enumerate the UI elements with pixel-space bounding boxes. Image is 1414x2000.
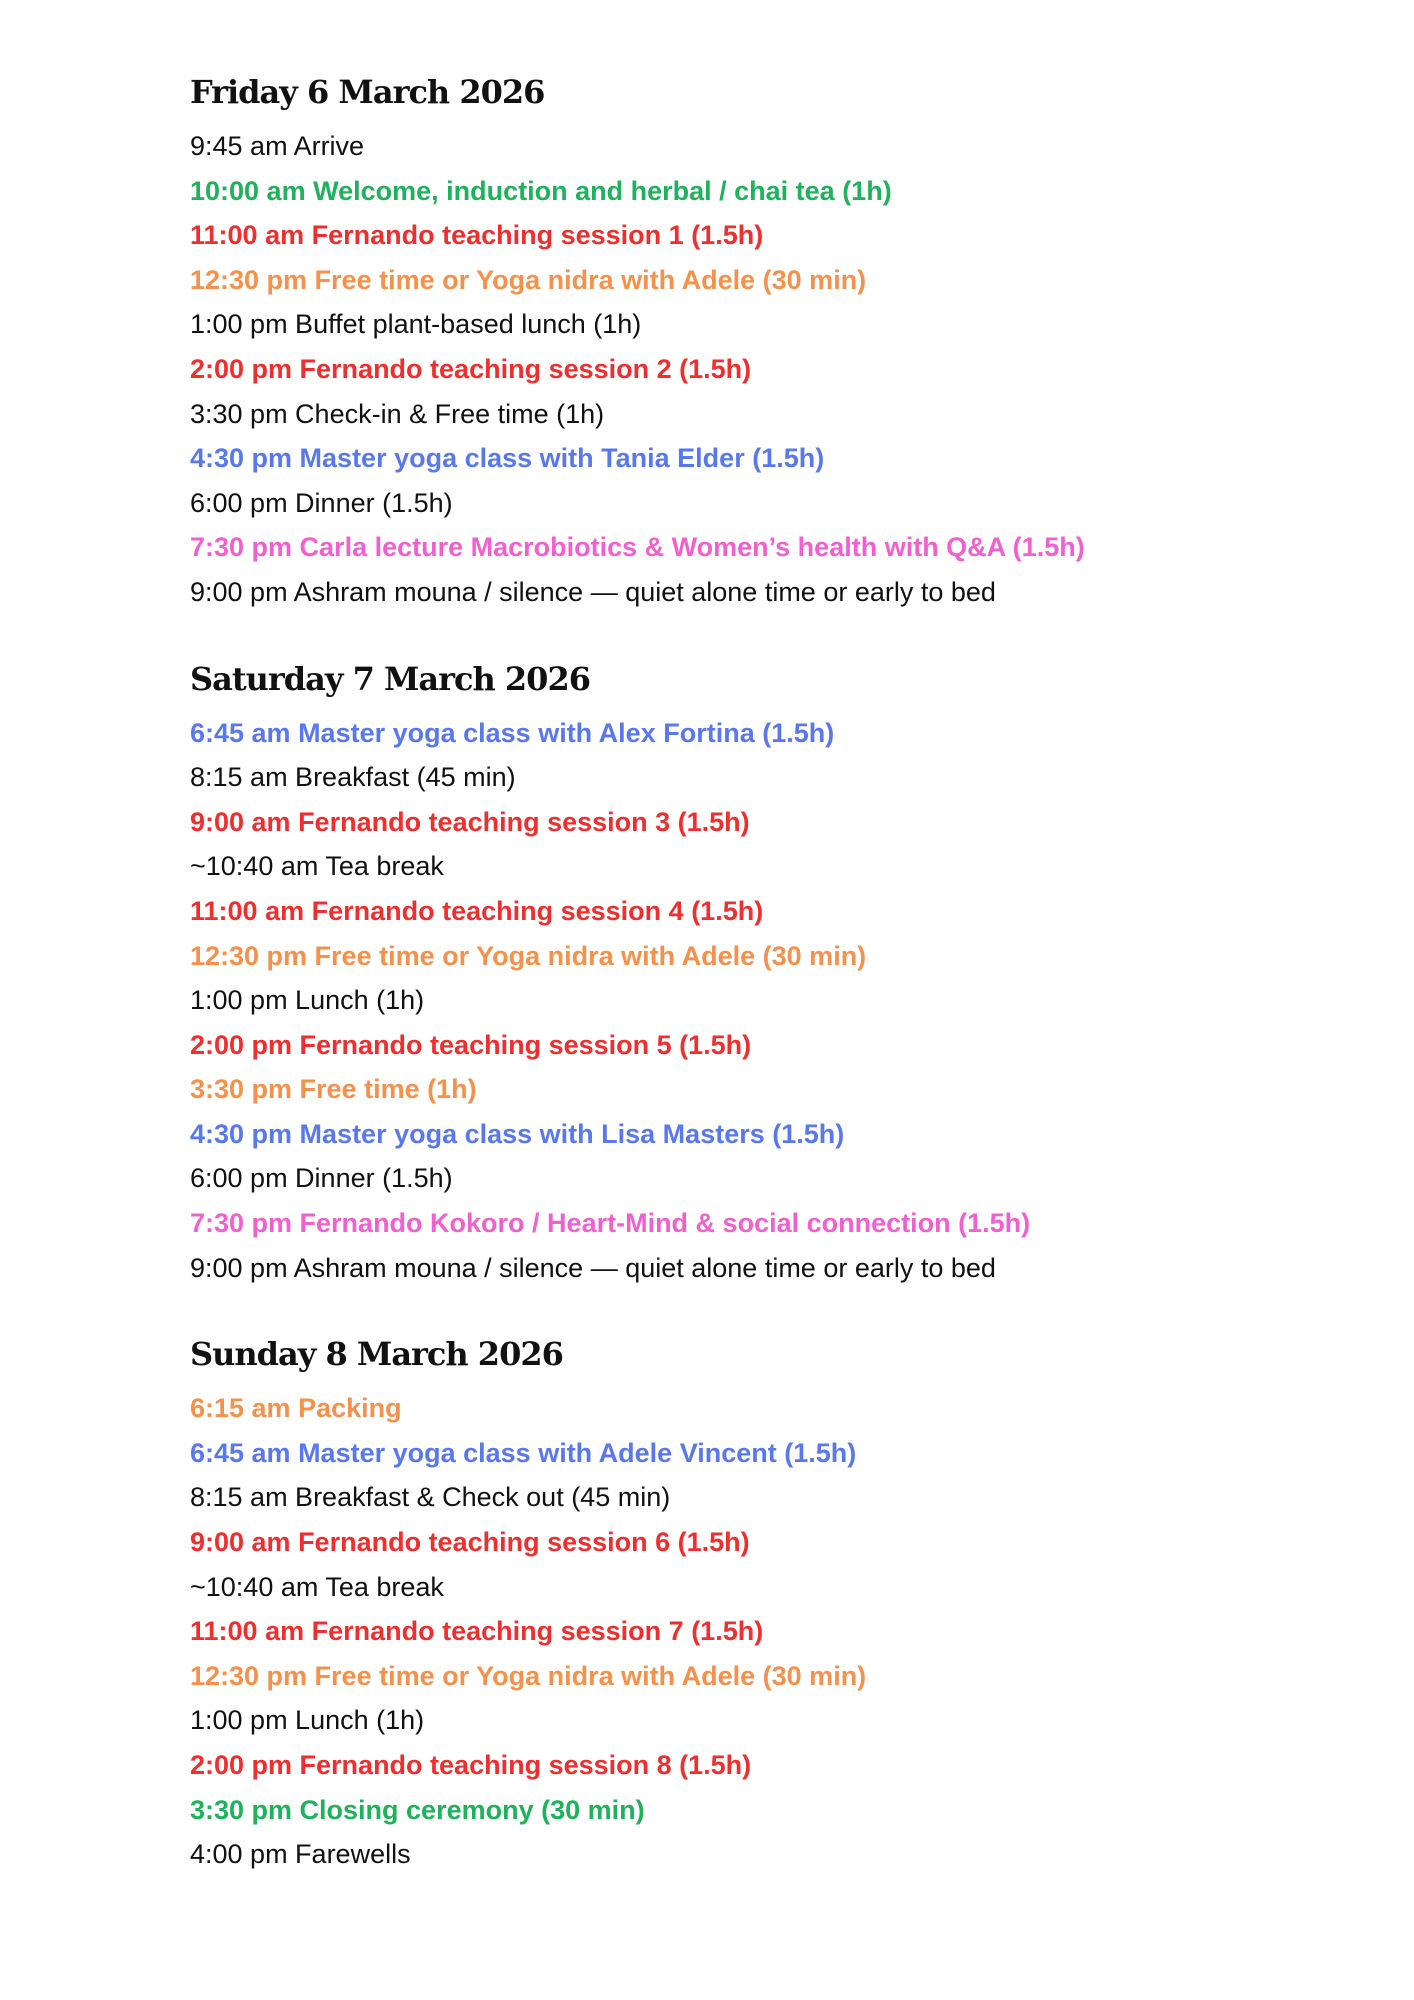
schedule-item: 1:00 pm Buffet plant-based lunch (1h): [190, 309, 642, 340]
schedule-item: 2:00 pm Fernando teaching session 5 (1.5h): [190, 1029, 752, 1060]
schedule-item: 1:00 pm Lunch (1h): [190, 985, 425, 1016]
schedule-item: 4:30 pm Master yoga class with Tania Elder (1.5h): [190, 443, 825, 474]
day-sunday: [190, 1330, 1250, 1877]
schedule-item: 11:00 am Fernando teaching session 7 (1.5h): [190, 1616, 764, 1647]
schedule-item: 6:45 am Master yoga class with Alex Fortina (1.5h): [190, 717, 835, 748]
schedule-item: 8:15 am Breakfast (45 min): [190, 762, 516, 793]
schedule-item: 3:30 pm Free time (1h): [190, 1074, 477, 1105]
schedule-item: 12:30 pm Free time or Yoga nidra with Adele (30 min): [190, 264, 867, 295]
schedule-item: 6:00 pm Dinner (1.5h): [190, 1163, 453, 1194]
schedule-item: 9:00 am Fernando teaching session 3 (1.5h): [190, 806, 750, 837]
schedule-item: 3:30 pm Closing ceremony (30 min): [190, 1794, 645, 1825]
day-saturday: [190, 655, 1250, 1291]
schedule-item: 3:30 pm Check-in & Free time (1h): [190, 398, 605, 429]
schedule-item: 9:00 pm Ashram mouna / silence — quiet alone time or early to bed: [190, 1252, 996, 1283]
schedule-document: [190, 68, 1250, 1917]
schedule-item: 6:45 am Master yoga class with Adele Vincent (1.5h): [190, 1437, 857, 1468]
schedule-item: 6:00 pm Dinner (1.5h): [190, 487, 453, 518]
day-friday: [190, 68, 1250, 615]
schedule-item: 10:00 am Welcome, induction and herbal / chai tea (1h): [190, 175, 892, 206]
schedule-item: 2:00 pm Fernando teaching session 2 (1.5h): [190, 353, 752, 384]
schedule-item: 12:30 pm Free time or Yoga nidra with Adele (30 min): [190, 1660, 867, 1691]
day-title: Sunday 8 March 2026: [190, 1335, 563, 1374]
schedule-item: 1:00 pm Lunch (1h): [190, 1705, 425, 1736]
schedule-item: 12:30 pm Free time or Yoga nidra with Adele (30 min): [190, 940, 867, 971]
schedule-item: 4:30 pm Master yoga class with Lisa Masters (1.5h): [190, 1118, 845, 1149]
schedule-item: 9:00 pm Ashram mouna / silence — quiet alone time or early to bed: [190, 576, 996, 607]
day-title: Friday 6 March 2026: [190, 73, 545, 111]
schedule-item: 4:00 pm Farewells: [190, 1839, 411, 1870]
schedule-item: 6:15 am Packing: [190, 1393, 402, 1424]
schedule-item: 8:15 am Breakfast & Check out (45 min): [190, 1482, 671, 1513]
schedule-item: 7:30 pm Carla lecture Macrobiotics & Women’s health with Q&A (1.5h): [190, 532, 1085, 563]
schedule-item: 11:00 am Fernando teaching session 4 (1.5h): [190, 895, 764, 926]
day-title: Saturday 7 March 2026: [190, 659, 590, 698]
schedule-item: 9:00 am Fernando teaching session 6 (1.5h): [190, 1527, 750, 1558]
schedule-item: 11:00 am Fernando teaching session 1 (1.5h): [190, 220, 764, 251]
schedule-item: ~10:40 am Tea break: [190, 851, 444, 882]
schedule-item: 9:45 am Arrive: [190, 131, 365, 161]
schedule-item: ~10:40 am Tea break: [190, 1571, 444, 1602]
schedule-item: 7:30 pm Fernando Kokoro / Heart-Mind & social connection (1.5h): [190, 1208, 1031, 1239]
schedule-item: 2:00 pm Fernando teaching session 8 (1.5h): [190, 1750, 752, 1780]
